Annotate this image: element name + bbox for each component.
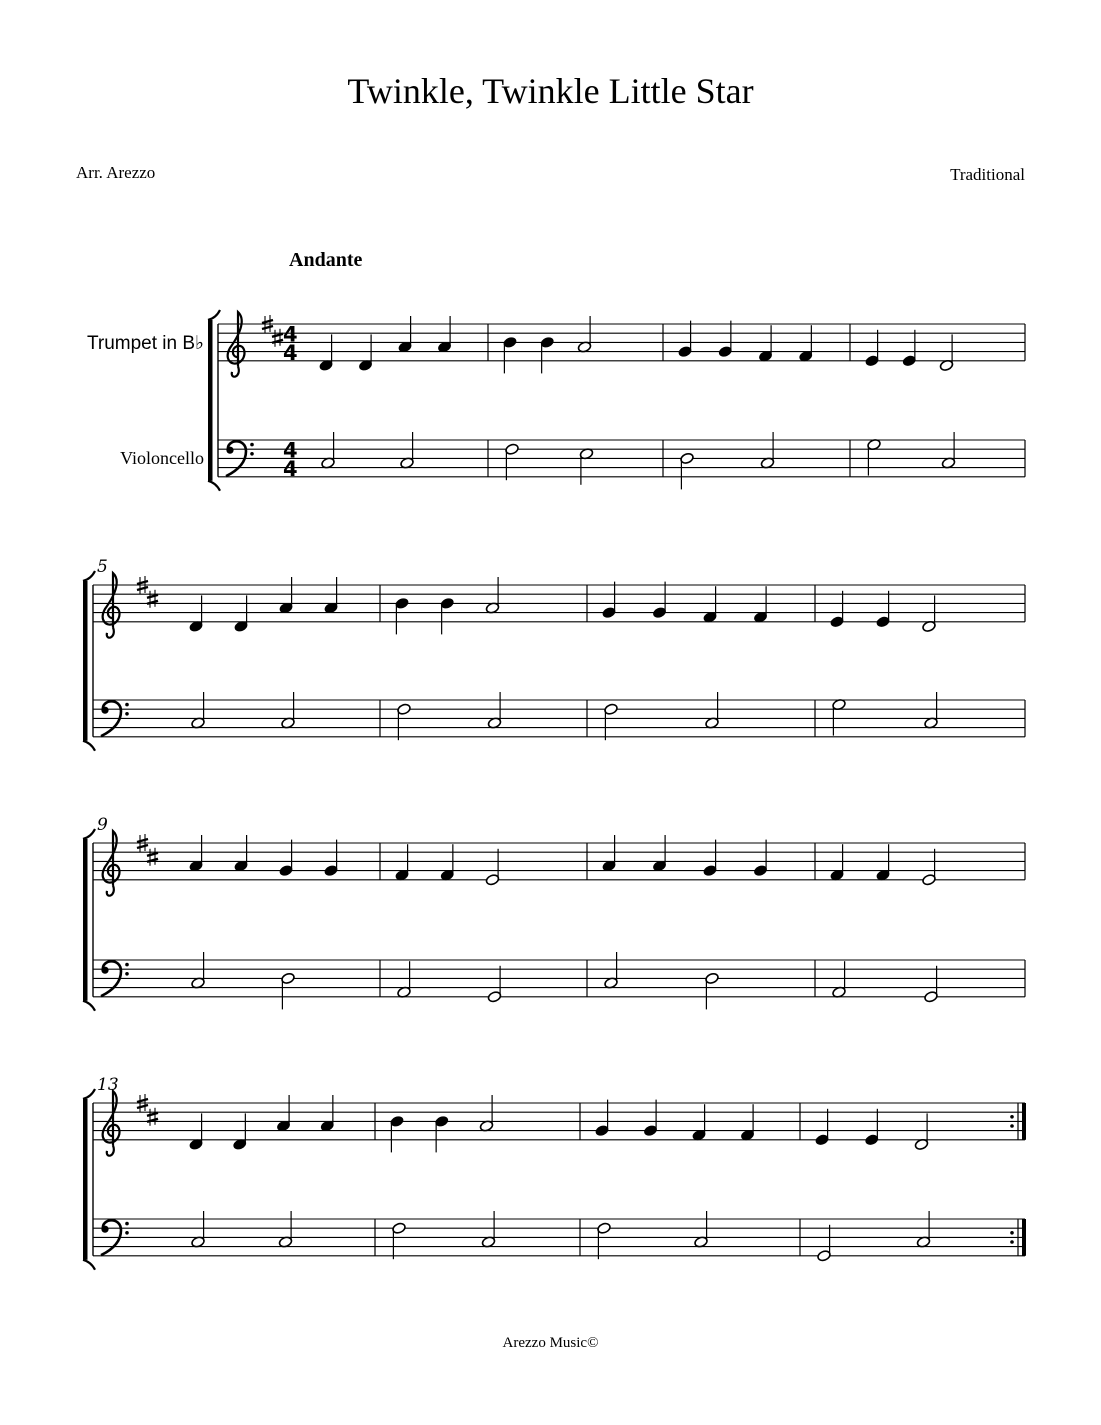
bass-clef-icon — [125, 972, 129, 976]
system-bracket — [83, 1089, 95, 1099]
sharp-icon — [147, 595, 158, 598]
repeat-dot — [1010, 1124, 1014, 1128]
cello-time-signature: 4 — [283, 456, 298, 481]
trumpet-time-signature: 4 — [283, 322, 298, 347]
treble-clef-icon — [103, 831, 120, 896]
system-bracket — [83, 829, 95, 839]
system-2 — [83, 557, 1025, 751]
sharp-icon — [137, 587, 148, 590]
sharp-icon — [262, 320, 273, 323]
final-barline — [1022, 1219, 1026, 1256]
bass-clef-icon — [125, 1222, 129, 1226]
sharp-icon — [272, 334, 283, 337]
sharp-icon — [147, 853, 158, 856]
treble-clef-icon — [103, 573, 120, 638]
trumpet-time-signature: 4 — [283, 340, 298, 365]
composer-credit: Traditional — [950, 165, 1025, 184]
bass-clef-icon — [250, 443, 254, 447]
repeat-dot — [1010, 1231, 1014, 1235]
system-bracket — [83, 1099, 88, 1260]
treble-clef-icon — [228, 312, 245, 377]
sharp-icon — [137, 839, 148, 842]
repeat-dot — [1010, 1240, 1014, 1244]
bass-clef-icon — [226, 447, 233, 454]
instrument-label-trumpet: Trumpet in B♭ — [86, 333, 204, 354]
system-bracket — [83, 741, 95, 751]
sharp-icon — [147, 1113, 158, 1116]
treble-clef-icon — [103, 1091, 120, 1156]
bass-clef-icon — [125, 703, 129, 707]
system-bracket — [208, 320, 213, 481]
system-4 — [83, 1075, 1026, 1270]
tempo-marking: Andante — [289, 249, 363, 271]
final-barline — [1022, 1103, 1026, 1140]
bass-clef-icon — [101, 1226, 108, 1233]
bass-clef-icon — [125, 963, 129, 967]
sharp-icon — [262, 326, 273, 329]
sharp-icon — [137, 845, 148, 848]
repeat-dot — [1010, 1115, 1014, 1119]
bass-clef-icon — [125, 1231, 129, 1235]
sharp-icon — [137, 1105, 148, 1108]
instrument-label-cello: Violoncello — [120, 448, 204, 468]
system-bracket — [208, 481, 220, 491]
measure-number: 9 — [97, 815, 108, 835]
system-3 — [83, 815, 1025, 1011]
system-bracket — [83, 581, 88, 741]
arranger-credit: Arr. Arezzo — [76, 163, 156, 182]
bass-clef-icon — [125, 712, 129, 716]
system-bracket — [83, 1001, 95, 1011]
score-title: Twinkle, Twinkle Little Star — [347, 71, 754, 111]
bass-clef-icon — [250, 452, 254, 456]
sharp-icon — [137, 1099, 148, 1102]
system-bracket — [83, 571, 95, 581]
system-bracket — [83, 1260, 95, 1270]
footer-copyright: Arezzo Music© — [502, 1335, 599, 1351]
measure-number: 13 — [97, 1075, 119, 1095]
sharp-icon — [137, 581, 148, 584]
system-bracket — [83, 839, 88, 1001]
bass-clef-icon — [101, 967, 108, 974]
cello-time-signature: 4 — [283, 438, 298, 463]
bass-clef-icon — [101, 707, 108, 714]
system-1 — [208, 310, 1025, 491]
measure-number: 5 — [97, 557, 108, 577]
system-bracket — [208, 310, 220, 320]
